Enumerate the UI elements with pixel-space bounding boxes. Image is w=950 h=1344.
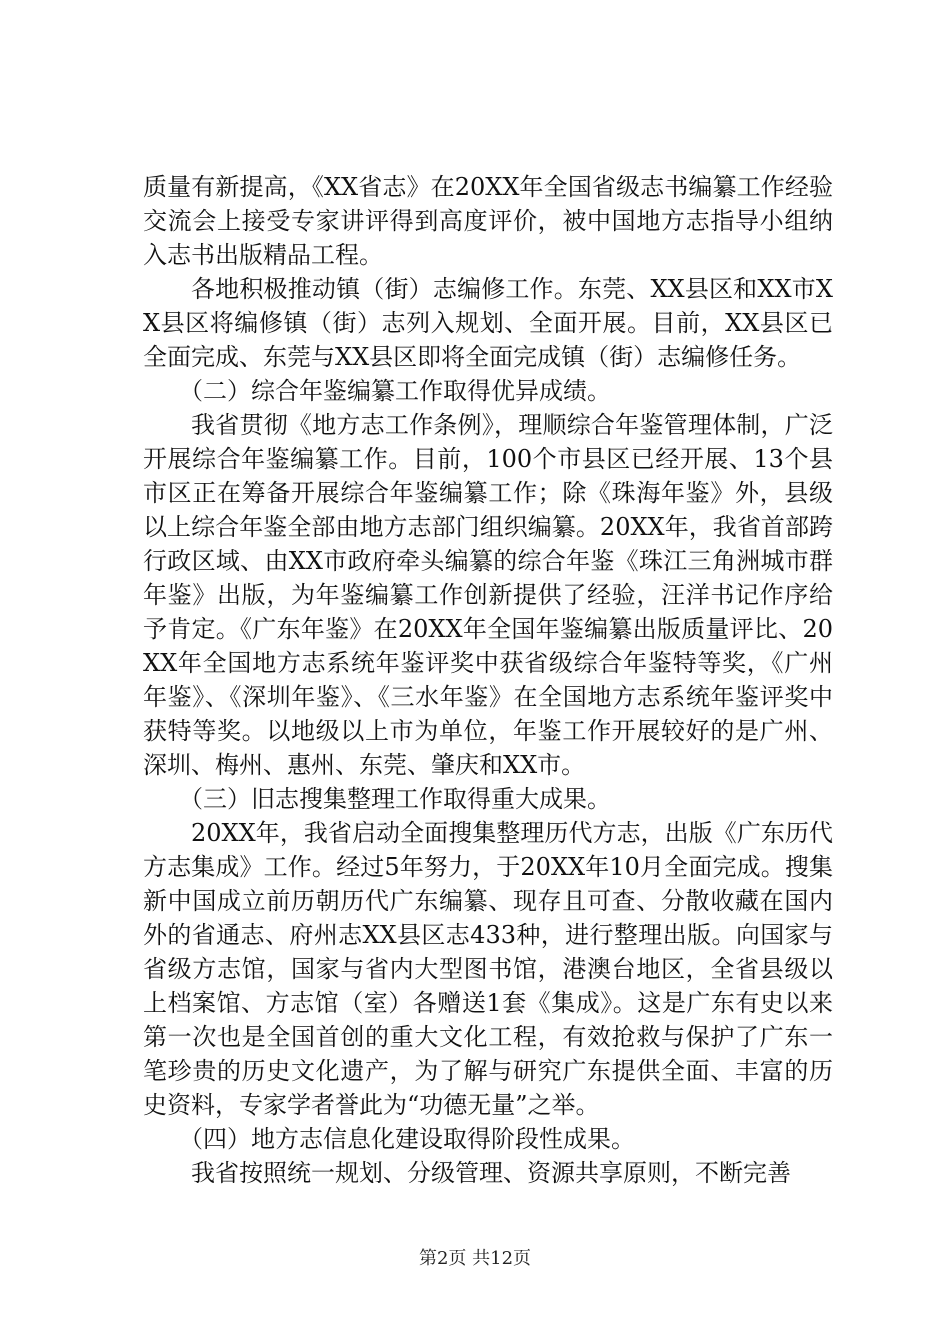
paragraph-intro: 质量有新提高，《XX省志》在20XX年全国省级志书编纂工作经验交流会上接受专家讲评得到高度评价，被中国地方志指导小组纳入志书出版精品工程。 xyxy=(143,173,833,269)
section-heading-2: （二）综合年鉴编纂工作取得优异成绩。 xyxy=(179,377,611,405)
document-body xyxy=(143,170,833,1190)
page-number-footer: 第2页 共12页 xyxy=(418,1248,532,1269)
paragraph-yearbooks: 我省贯彻《地方志工作条例》，理顺综合年鉴管理体制，广泛开展综合年鉴编纂工作。目前，100个市县区已经开展、13个县市区正在筹备开展综合年鉴编纂工作；除《珠海年鉴》外，县级以上综合年鉴全部由地方志部门组织编纂。20XX年，我省首部跨行政区域、由XX市政府牵头编纂的综合年鉴《珠江三角洲城市群年鉴》出版，为年鉴编纂工作创新提供了经验，汪洋书记作序给予肯定。《广东年鉴》在20XX年全国年鉴编纂出版质量评比、20XX年全国地方志系统年鉴评奖中获省级综合年鉴特等奖，《广州年鉴》、《深圳年鉴》、《三水年鉴》在全国地方志系统年鉴评奖中获特等奖。以地级以上市为单位，年鉴工作开展较好的是广州、深圳、梅州、惠州、东莞、肇庆和XX市。 xyxy=(143,411,833,779)
paragraph-town-records: 各地积极推动镇（街）志编修工作。东莞、XX县区和XX市XX县区将编修镇（街）志列入规划、全面开展。目前，XX县区已全面完成、东莞与XX县区即将全面完成镇（街）志编修任务。 xyxy=(143,275,833,371)
paragraph-informatization: 我省按照统一规划、分级管理、资源共享原则，不断完善 xyxy=(191,1159,791,1187)
section-heading-4: （四）地方志信息化建设取得阶段性成果。 xyxy=(179,1125,635,1153)
paragraph-old-records: 20XX年，我省启动全面搜集整理历代方志，出版《广东历代方志集成》工作。经过5年努力，于20XX年10月全面完成。搜集新中国成立前历朝历代广东编纂、现存且可查、分散收藏在国内外的省通志、府州志XX县区志433种，进行整理出版。向国家与省级方志馆，国家与省内大型图书馆，港澳台地区，全省县级以上档案馆、方志馆（室）各赠送1套《集成》。这是广东有史以来第一次也是全国首创的重大文化工程，有效抢救与保护了广东一笔珍贵的历史文化遗产，为了解与研究广东提供全面、丰富的历史资料，专家学者誉此为“功德无量”之举。 xyxy=(143,819,833,1119)
section-heading-3: （三）旧志搜集整理工作取得重大成果。 xyxy=(179,785,611,813)
